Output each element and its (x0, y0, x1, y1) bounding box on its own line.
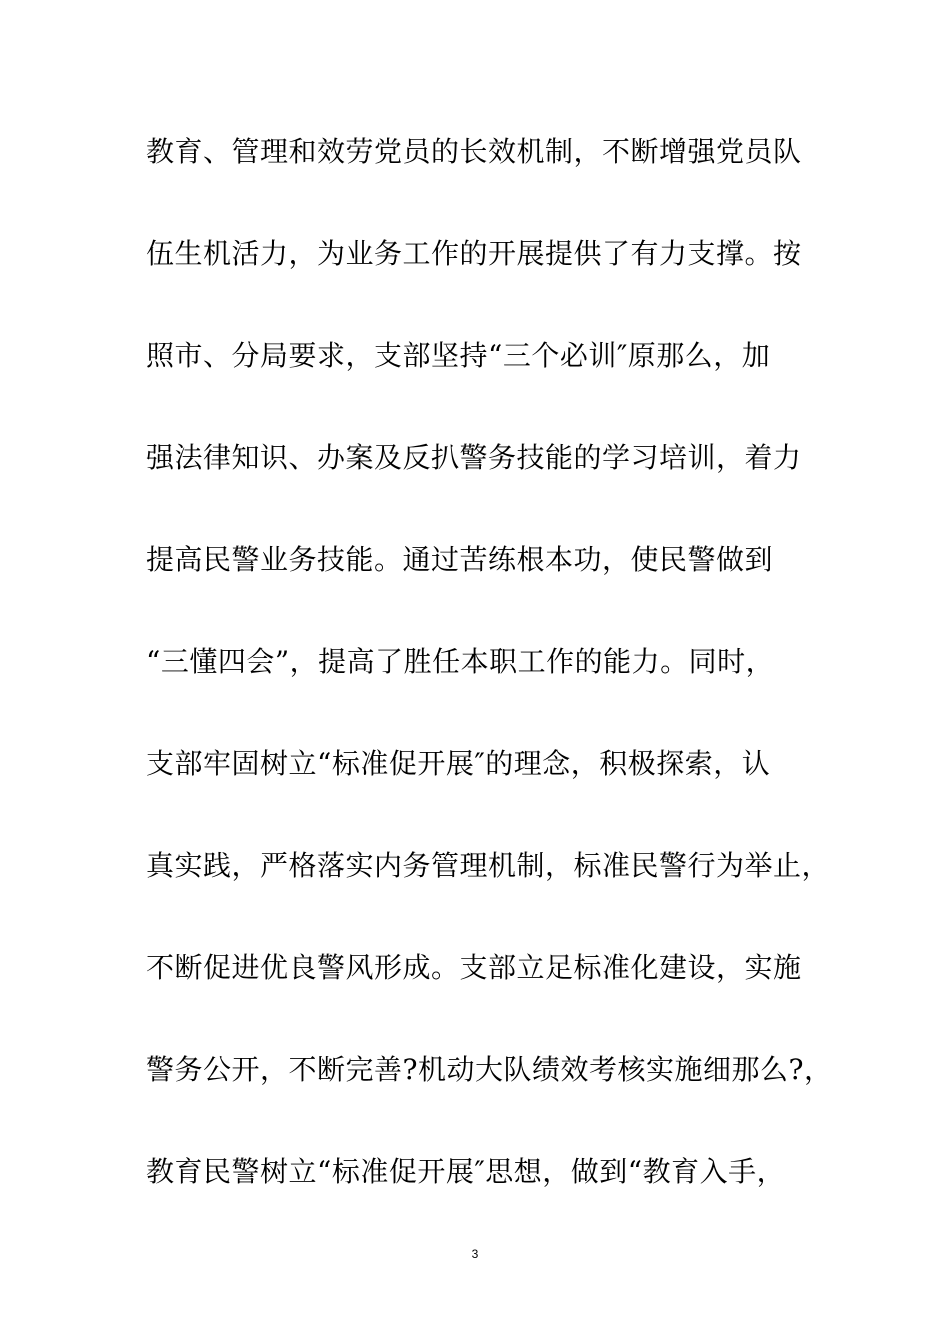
text-line: “三懂四会”，提高了胜任本职工作的能力。同时， (146, 645, 775, 678)
text-line: 不断促进优良警风形成。支部立足标准化建设，实施 (146, 951, 802, 984)
text-line: 强法律知识、办案及反扒警务技能的学习培训，着力 (146, 441, 802, 474)
text-line: 照市、分局要求，支部坚持“三个必训″原那么，加 (146, 339, 771, 372)
text-line: 真实践，严格落实内务管理机制，标准民警行为举止， (146, 849, 831, 882)
text-line: 教育、管理和效劳党员的长效机制，不断增强党员队 (146, 135, 802, 168)
text-line: 教育民警树立“标准促开展″思想，做到“教育入手， (146, 1155, 786, 1188)
body-text (146, 126, 833, 1248)
text-line: 提高民警业务技能。通过苦练根本功，使民警做到 (146, 543, 774, 576)
text-line: 支部牢固树立“标准促开展″的理念，积极探索，认 (146, 747, 771, 780)
page-number: 3 (471, 1247, 479, 1261)
text-line: 伍生机活力，为业务工作的开展提供了有力支撑。按 (146, 237, 802, 270)
text-line: 警务公开，不断完善?机动大队绩效考核实施细那么?， (146, 1053, 833, 1086)
